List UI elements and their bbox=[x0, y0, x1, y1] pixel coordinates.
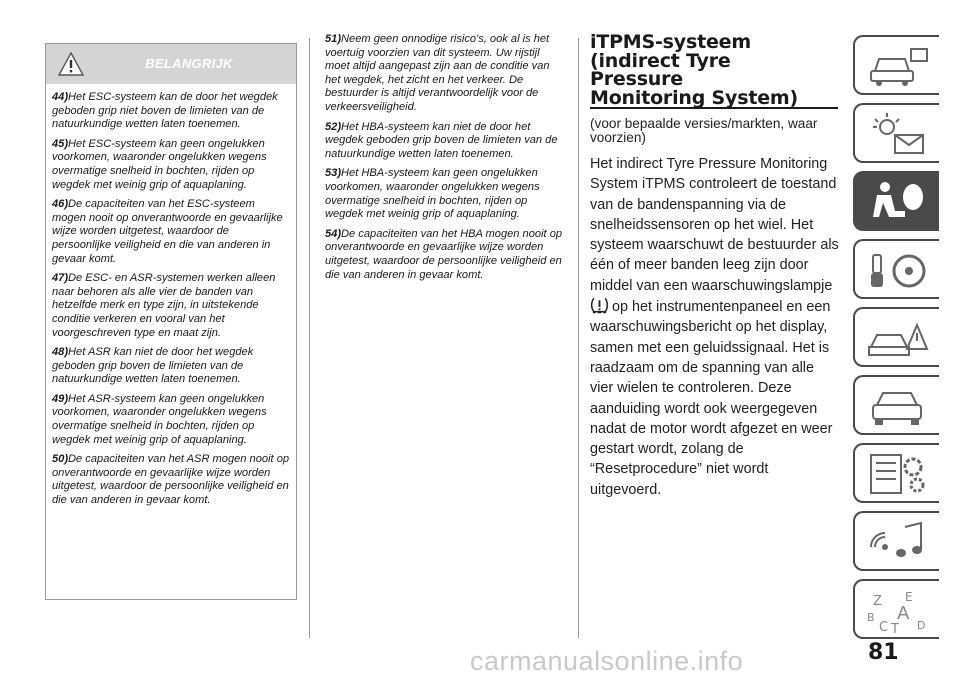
tab-maintenance[interactable] bbox=[853, 443, 939, 503]
note-47: 47)De ESC- en ASR-systemen werken alleen naar behoren als alle vier de banden van hetzelfde merk en type zijn, in uitstekende conditie verkeren en vooral van het voorgeschreven type en maat zijn. bbox=[52, 272, 276, 339]
note-54: 54)De capaciteiten van het HBA mogen nooit op onverantwoorde en gevaarlijke wijze worden uitgetest, waardoor de persoonlijke veiligheid en die van anderen in gevaar komt. bbox=[325, 227, 563, 281]
svg-text:B: B bbox=[867, 611, 875, 624]
page-number: 81 bbox=[868, 640, 899, 665]
note-53: 53)Het HBA-systeem kan geen ongelukken voorkomen, waaronder ongelukken wegens overmatige snelheid in bochten, rijden op wegdek met weinig grip of aquaplaning. bbox=[325, 167, 540, 221]
warning-header bbox=[46, 44, 296, 84]
tab-warning-lights[interactable] bbox=[853, 103, 939, 163]
car-breakdown-icon bbox=[861, 313, 933, 363]
tab-car-breakdown[interactable] bbox=[853, 307, 939, 367]
note-52: 52)Het HBA-systeem kan niet de door het wegdek geboden grip boven de limieten van de natuurkundige wetten laten toenemen. bbox=[325, 120, 558, 160]
svg-text:A: A bbox=[897, 603, 910, 624]
section-title: iTPMS-systeem (indirect Tyre Pressure Monitoring System) bbox=[590, 31, 798, 109]
car-front-icon bbox=[861, 381, 933, 431]
warning-box bbox=[45, 43, 297, 600]
chapter-tabs bbox=[853, 35, 939, 647]
tab-key-steering[interactable] bbox=[853, 239, 939, 299]
alphabetical-index-icon bbox=[861, 585, 933, 635]
section-subtitle: (voor bepaalde versies/markten, waar voorzien) bbox=[590, 116, 818, 145]
note-49: 49)Het ASR-systeem kan geen ongelukken voorkomen, waaronder ongelukken wegens overmatige snelheid in bochten, rijden op wegdek met weinig grip of aquaplaning. bbox=[52, 392, 267, 446]
column-divider bbox=[578, 38, 579, 638]
key-steering-icon bbox=[861, 245, 933, 295]
note-46: 46)De capaciteiten van het ESC-systeem mogen nooit op onverantwoorde en gevaarlijke wijze worden uitgetest, waardoor de persoonlijke veiligheid en die van anderen in gevaar komt. bbox=[52, 198, 283, 265]
warning-notes bbox=[46, 84, 296, 508]
svg-text:D: D bbox=[917, 619, 926, 632]
itpms-section bbox=[590, 33, 840, 500]
tab-car-front[interactable] bbox=[853, 375, 939, 435]
column-divider bbox=[309, 38, 310, 638]
multimedia-icon bbox=[861, 517, 933, 567]
svg-text:E: E bbox=[905, 590, 913, 604]
note-45: 45)Het ESC-systeem kan geen ongelukken voorkomen, waaronder ongelukken wegens overmatige snelheid in bochten, rijden op wegdek met weinig grip of aquaplaning. bbox=[52, 137, 267, 191]
tab-index[interactable] bbox=[853, 579, 939, 639]
tab-seat-safety[interactable] bbox=[853, 171, 939, 231]
svg-text:Z: Z bbox=[873, 594, 882, 609]
middle-notes bbox=[325, 33, 567, 288]
seat-safety-icon bbox=[861, 177, 933, 227]
warning-lights-icon bbox=[861, 109, 933, 159]
car-dashboard-icon bbox=[861, 41, 933, 91]
note-51: 51)Neem geen onnodige risico's, ook al is het voertuig voorzien van dit systeem. Uw rijstijl moet altijd aangepast zijn aan de conditie van het wegdek, het zicht en het verkeer. De bestuurder is altijd verantwoordelijk voor de verkeersveiligheid. bbox=[325, 33, 550, 113]
tab-multimedia[interactable] bbox=[853, 511, 939, 571]
section-body: Het indirect Tyre Pressure Monitoring System iTPMS controleert de toestand van de bandenspanning via de snelheidssensoren op het wiel. Het systeem waarschuwt de bestuurder als één of meer banden leeg zijn door middel van een waarschuwingslampje op het instrumentenpaneel en een waarschuwingsbericht op het display, samen met een geluidssignaal. Het is raadzaam om de spanning van alle vier wielen te controleren. Deze aanduiding wordt ook weergegeven nadat de motor wordt afgezet en weer gestart wordt, zolang de “Resetprocedure” niet wordt uitgevoerd. bbox=[590, 156, 839, 498]
warning-title: BELANGRIJK bbox=[145, 56, 233, 71]
watermark: carmanualsonline.info bbox=[470, 646, 744, 676]
svg-text:C: C bbox=[879, 620, 889, 635]
note-50: 50)De capaciteiten van het ASR mogen nooit op onverantwoorde en gevaarlijke wijze worden uitgetest, waardoor de persoonlijke veiligheid en die van anderen in gevaar komt. bbox=[52, 453, 290, 507]
tab-car-dashboard[interactable] bbox=[853, 35, 939, 95]
note-48: 48)Het ASR kan niet de door het wegdek geboden grip boven de limieten van de natuurkundige wetten laten toenemen. bbox=[52, 346, 254, 386]
maintenance-gear-icon bbox=[861, 449, 933, 499]
note-44: 44)Het ESC-systeem kan de door het wegdek geboden grip niet boven de limieten van de natuurkundige wetten laten toenemen. bbox=[52, 91, 278, 131]
svg-text:T: T bbox=[891, 622, 899, 635]
tire-pressure-warning-icon bbox=[590, 296, 609, 314]
